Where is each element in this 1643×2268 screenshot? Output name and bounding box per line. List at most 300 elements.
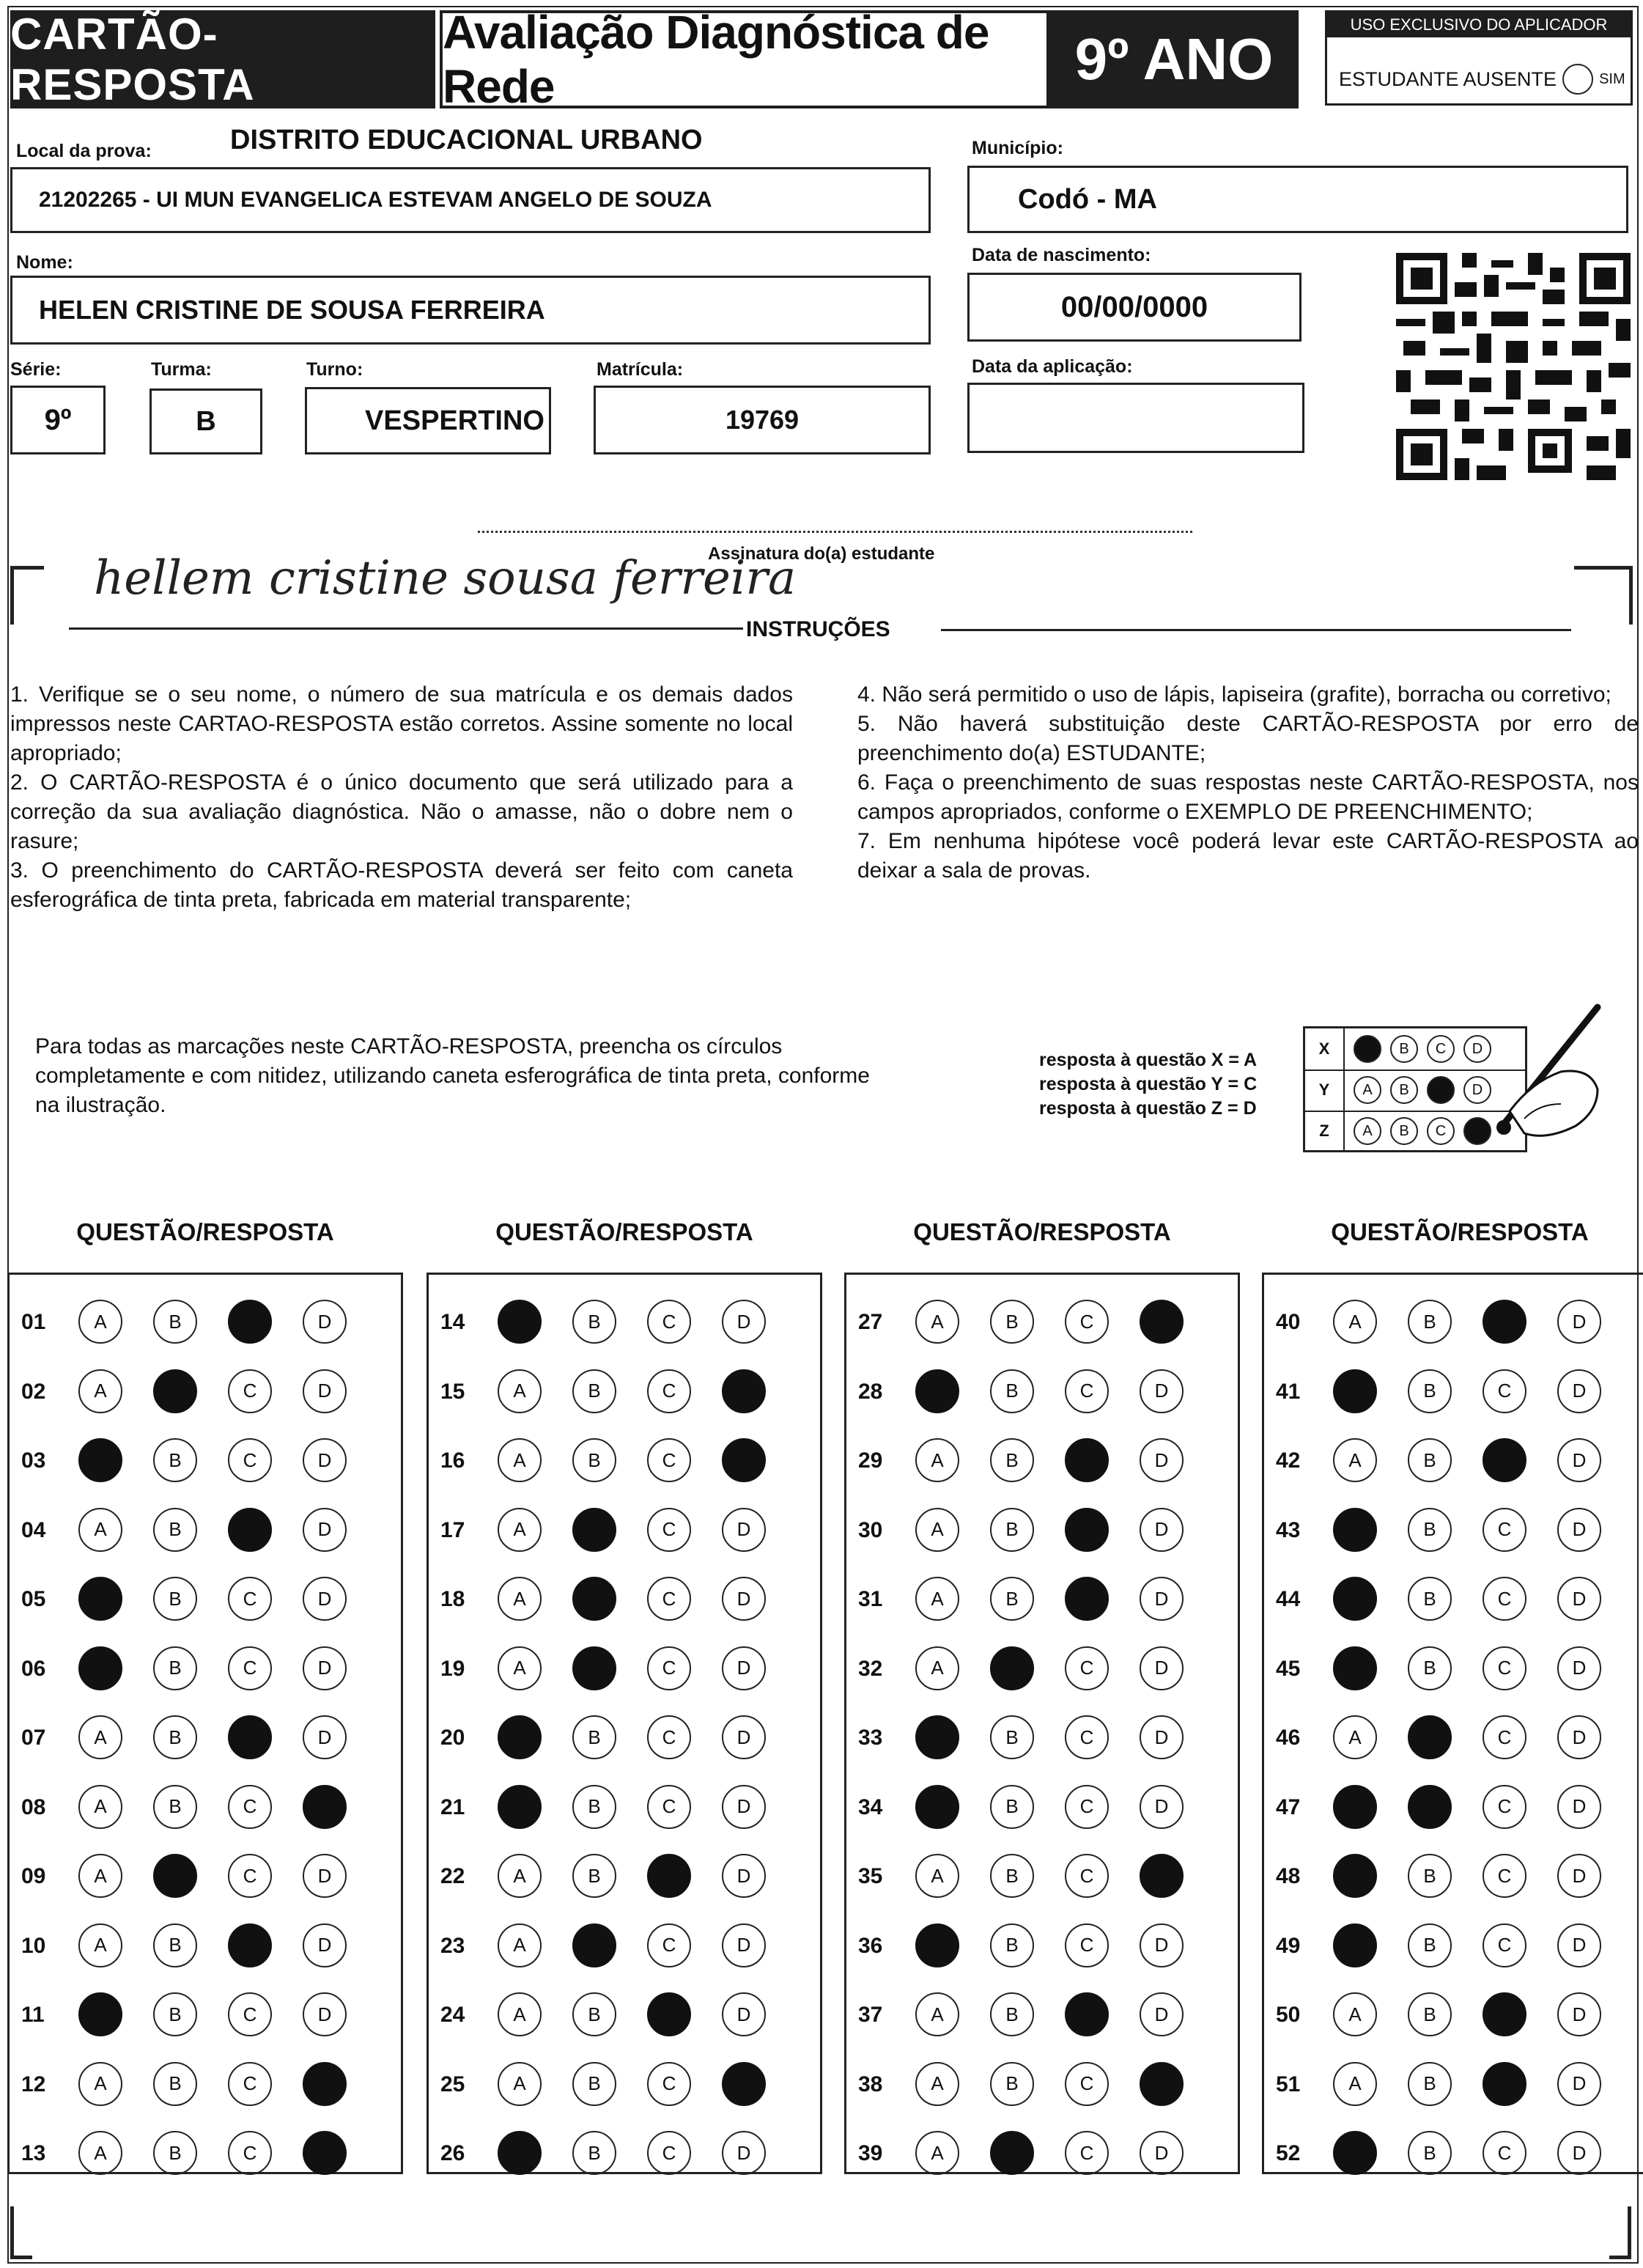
answer-bubble-b[interactable]: B: [990, 1992, 1034, 2036]
answer-bubble-b[interactable]: [572, 1577, 616, 1621]
answer-bubble-c[interactable]: C: [1483, 1854, 1526, 1898]
answer-bubble-b[interactable]: B: [990, 1369, 1034, 1413]
answer-bubble-c[interactable]: [1065, 1577, 1109, 1621]
question-row: [10, 1300, 401, 1344]
answer-bubble-c[interactable]: C: [1483, 1369, 1526, 1413]
answer-bubble-c[interactable]: [1065, 1508, 1109, 1552]
answer-bubble-c[interactable]: [228, 1508, 272, 1552]
question-row: [1264, 2131, 1643, 2175]
answer-bubble-d[interactable]: D: [1140, 1577, 1184, 1621]
answer-bubble-a[interactable]: A: [78, 1508, 122, 1552]
answer-bubble-b[interactable]: [1408, 1715, 1452, 1759]
question-number: 44: [1276, 1587, 1301, 1611]
question-number: 16: [440, 1448, 465, 1473]
answer-bubble-d[interactable]: D: [303, 1369, 347, 1413]
example-bubble-b: B: [1390, 1035, 1418, 1063]
absent-checkbox[interactable]: [1562, 64, 1593, 95]
answer-bubble-b[interactable]: B: [990, 1300, 1034, 1344]
question-row: [1264, 1854, 1643, 1898]
question-row: [846, 1369, 1238, 1413]
question-number: 02: [21, 1379, 46, 1404]
answer-bubble-d[interactable]: D: [303, 1300, 347, 1344]
answer-bubble-d[interactable]: D: [1140, 1646, 1184, 1690]
answer-bubble-c[interactable]: C: [1065, 1715, 1109, 1759]
question-number: 17: [440, 1517, 465, 1542]
answer-bubble-a[interactable]: A: [78, 1923, 122, 1967]
answer-bubble-d[interactable]: D: [303, 1923, 347, 1967]
answer-bubble-c[interactable]: C: [1483, 1785, 1526, 1829]
answer-bubble-d[interactable]: [1140, 1300, 1184, 1344]
answer-bubble-d[interactable]: D: [1140, 1923, 1184, 1967]
question-row: [846, 1438, 1238, 1482]
question-row: [1264, 1438, 1643, 1482]
answer-bubble-a[interactable]: [498, 2131, 542, 2175]
answer-bubble-c[interactable]: C: [228, 1785, 272, 1829]
answer-bubble-a[interactable]: A: [498, 1992, 542, 2036]
question-row: [846, 2131, 1238, 2175]
answer-bubble-d[interactable]: D: [1557, 1715, 1601, 1759]
answer-bubble-d[interactable]: [303, 2131, 347, 2175]
answer-bubble-c[interactable]: C: [228, 1992, 272, 2036]
answer-bubble-b[interactable]: B: [153, 2131, 197, 2175]
answer-bubble-a[interactable]: A: [915, 1300, 959, 1344]
answer-bubble-c[interactable]: C: [1065, 1785, 1109, 1829]
answer-bubble-d[interactable]: D: [722, 1785, 766, 1829]
answer-bubble-a[interactable]: A: [78, 2062, 122, 2106]
answer-bubble-c[interactable]: [1065, 1992, 1109, 2036]
answer-bubble-c[interactable]: C: [1065, 1300, 1109, 1344]
answer-bubble-b[interactable]: B: [153, 1992, 197, 2036]
answer-bubble-b[interactable]: [153, 1854, 197, 1898]
answer-bubble-c[interactable]: [1483, 1300, 1526, 1344]
answer-bubble-b[interactable]: [990, 2131, 1034, 2175]
example-bubble-c: [1427, 1076, 1455, 1104]
answer-bubble-c[interactable]: C: [1483, 1577, 1526, 1621]
answer-bubble-a[interactable]: A: [915, 2131, 959, 2175]
question-number: 24: [440, 2003, 465, 2027]
answer-bubble-d[interactable]: D: [722, 1992, 766, 2036]
answer-bubble-b[interactable]: B: [1408, 1854, 1452, 1898]
question-row: [10, 1785, 401, 1829]
answer-bubble-b[interactable]: B: [572, 2062, 616, 2106]
question-row: [10, 1992, 401, 2036]
answer-bubble-a[interactable]: [915, 1715, 959, 1759]
answer-bubble-d[interactable]: D: [722, 1923, 766, 1967]
answer-bubble-b[interactable]: B: [153, 1577, 197, 1621]
district-name: DISTRITO EDUCACIONAL URBANO: [230, 125, 703, 155]
answer-bubble-c[interactable]: C: [647, 1923, 691, 1967]
signature-underline: [69, 627, 743, 630]
answer-bubble-d[interactable]: D: [1557, 1369, 1601, 1413]
example-row-key: X: [1305, 1028, 1345, 1069]
answer-bubble-a[interactable]: A: [78, 1300, 122, 1344]
answer-bubble-d[interactable]: [722, 1369, 766, 1413]
answer-bubble-d[interactable]: [303, 1785, 347, 1829]
answer-bubble-a[interactable]: A: [1333, 1992, 1377, 2036]
answer-bubble-a[interactable]: A: [78, 1369, 122, 1413]
question-row: [429, 1715, 820, 1759]
answer-bubble-c[interactable]: [647, 1992, 691, 2036]
answer-bubble-d[interactable]: D: [1140, 2131, 1184, 2175]
question-number: 28: [858, 1379, 883, 1404]
answer-bubble-c[interactable]: C: [647, 1715, 691, 1759]
answer-bubble-a[interactable]: [1333, 1854, 1377, 1898]
answer-bubble-a[interactable]: A: [498, 1577, 542, 1621]
answer-bubble-a[interactable]: [915, 1785, 959, 1829]
answer-bubble-a[interactable]: [498, 1715, 542, 1759]
answer-bubble-b[interactable]: B: [1408, 1438, 1452, 1482]
answer-bubble-b[interactable]: B: [990, 1508, 1034, 1552]
question-number: 20: [440, 1726, 465, 1750]
answer-bubble-a[interactable]: [1333, 1646, 1377, 1690]
answer-bubble-d[interactable]: D: [1557, 2062, 1601, 2106]
matricula-value: 19769: [725, 405, 800, 435]
absent-row: [1339, 64, 1625, 95]
answer-bubble-a[interactable]: [915, 1369, 959, 1413]
question-number: 51: [1276, 2072, 1301, 2096]
answer-bubble-c[interactable]: C: [647, 1438, 691, 1482]
answer-bubble-d[interactable]: D: [1140, 1508, 1184, 1552]
answer-bubble-a[interactable]: A: [498, 2062, 542, 2106]
answer-bubble-a[interactable]: A: [915, 1577, 959, 1621]
answer-bubble-d[interactable]: D: [1557, 1508, 1601, 1552]
question-number: 37: [858, 2003, 883, 2027]
answer-bubble-c[interactable]: C: [1483, 1715, 1526, 1759]
question-number: 05: [21, 1587, 46, 1611]
answer-bubble-d[interactable]: D: [1557, 1577, 1601, 1621]
answer-bubble-b[interactable]: B: [1408, 1577, 1452, 1621]
answer-bubble-d[interactable]: D: [1140, 1438, 1184, 1482]
answer-bubble-d[interactable]: D: [303, 1577, 347, 1621]
answer-bubble-c[interactable]: C: [1483, 1923, 1526, 1967]
example-row-key: Y: [1305, 1069, 1345, 1111]
answer-bubble-b[interactable]: [572, 1646, 616, 1690]
question-row: [1264, 2062, 1643, 2106]
question-row: [1264, 1992, 1643, 2036]
answer-bubble-b[interactable]: B: [990, 1785, 1034, 1829]
answer-bubble-d[interactable]: [303, 2062, 347, 2106]
question-number: 27: [858, 1310, 883, 1334]
answer-bubble-c[interactable]: [1483, 1438, 1526, 1482]
answer-bubble-b[interactable]: [572, 1923, 616, 1967]
answer-bubble-a[interactable]: A: [498, 1854, 542, 1898]
answer-bubble-d[interactable]: [1140, 1854, 1184, 1898]
answer-bubble-d[interactable]: D: [303, 1992, 347, 2036]
answer-bubble-c[interactable]: C: [1065, 1854, 1109, 1898]
answer-bubble-a[interactable]: A: [1333, 1715, 1377, 1759]
matricula-label: Matrícula:: [597, 359, 684, 380]
answer-bubble-c[interactable]: C: [647, 1577, 691, 1621]
answer-bubble-b[interactable]: B: [572, 2131, 616, 2175]
instruction-item: 2. O CARTÃO-RESPOSTA é o único documento que será utilizado para a correção da sua avaliação diagnóstica. Não o amasse, não o dobre nem o rasure;: [10, 770, 793, 853]
answer-bubble-b[interactable]: [1408, 1785, 1452, 1829]
answer-bubble-c[interactable]: [1483, 1992, 1526, 2036]
answer-bubble-b[interactable]: [990, 1646, 1034, 1690]
answer-bubble-b[interactable]: [153, 1369, 197, 1413]
answer-bubble-d[interactable]: D: [722, 1577, 766, 1621]
answer-bubble-d[interactable]: D: [722, 1646, 766, 1690]
answer-bubble-c[interactable]: C: [1483, 1508, 1526, 1552]
question-number: 11: [21, 2003, 45, 2027]
instruction-item: 7. Em nenhuma hipótese você poderá levar este CARTÃO-RESPOSTA ao deixar a sala de provas.: [857, 829, 1639, 883]
answer-bubble-d[interactable]: D: [1557, 1646, 1601, 1690]
answer-bubble-a[interactable]: [1333, 1785, 1377, 1829]
answer-bubble-a[interactable]: A: [498, 1369, 542, 1413]
question-number: 48: [1276, 1864, 1301, 1888]
applicator-title: USO EXCLUSIVO DO APLICADOR: [1327, 12, 1631, 37]
answer-bubble-d[interactable]: D: [722, 2131, 766, 2175]
answer-bubble-b[interactable]: B: [1408, 1300, 1452, 1344]
question-number: 14: [440, 1310, 465, 1334]
question-row: [10, 1923, 401, 1967]
fill-instructions: Para todas as marcações neste CARTÃO-RESPOSTA, preencha os círculos completamente e com nitidez, utilizando caneta esferográfica de tinta preta, conforme na ilustração.: [35, 1034, 870, 1117]
answer-bubble-d[interactable]: D: [1140, 1715, 1184, 1759]
answer-bubble-b[interactable]: B: [153, 1923, 197, 1967]
answer-bubble-a[interactable]: A: [1333, 1438, 1377, 1482]
answer-bubble-d[interactable]: D: [1140, 1785, 1184, 1829]
question-number: 25: [440, 2072, 465, 2096]
answer-bubble-b[interactable]: B: [572, 1785, 616, 1829]
answer-bubble-d[interactable]: D: [722, 1300, 766, 1344]
question-row: [429, 1369, 820, 1413]
example-bubble-d: D: [1463, 1076, 1491, 1104]
answer-bubble-b[interactable]: B: [153, 1508, 197, 1552]
answer-bubble-d[interactable]: D: [303, 1646, 347, 1690]
answer-bubble-a[interactable]: A: [78, 2131, 122, 2175]
answer-bubble-d[interactable]: D: [1557, 2131, 1601, 2175]
serie-value: 9º: [44, 403, 72, 436]
answer-bubble-c[interactable]: C: [647, 1785, 691, 1829]
municipio-label: Município:: [972, 138, 1063, 158]
answer-bubble-b[interactable]: B: [1408, 2062, 1452, 2106]
matricula-field: [594, 386, 931, 454]
answer-bubble-b[interactable]: B: [990, 1577, 1034, 1621]
answer-bubble-a[interactable]: [78, 1646, 122, 1690]
question-row: [10, 1715, 401, 1759]
answer-bubble-c[interactable]: C: [647, 1646, 691, 1690]
instruction-item: 1. Verifique se o seu nome, o número de sua matrícula e os demais dados impressos neste CARTAO-RESPOSTA estão corretos. Assine somente no local apropriado;: [10, 682, 793, 765]
answer-bubble-c[interactable]: [1065, 1438, 1109, 1482]
question-row: [429, 1300, 820, 1344]
answer-bubble-a[interactable]: [1333, 1508, 1377, 1552]
answer-bubble-d[interactable]: D: [303, 1438, 347, 1482]
question-number: 41: [1276, 1379, 1301, 1404]
answer-bubble-b[interactable]: B: [572, 1438, 616, 1482]
answer-bubble-b[interactable]: B: [572, 1369, 616, 1413]
answer-bubble-a[interactable]: [498, 1300, 542, 1344]
answer-bubble-c[interactable]: C: [1065, 1923, 1109, 1967]
answer-bubble-b[interactable]: B: [1408, 1923, 1452, 1967]
answer-bubble-c[interactable]: C: [647, 1300, 691, 1344]
answer-bubble-b[interactable]: B: [153, 1715, 197, 1759]
question-row: [1264, 1300, 1643, 1344]
answer-bubble-c[interactable]: C: [228, 2131, 272, 2175]
question-number: 52: [1276, 2141, 1301, 2165]
answer-bubble-b[interactable]: B: [990, 1438, 1034, 1482]
answer-bubble-c[interactable]: [228, 1923, 272, 1967]
answer-bubble-a[interactable]: A: [915, 1508, 959, 1552]
answer-bubble-b[interactable]: B: [990, 1715, 1034, 1759]
turno-label: Turno:: [306, 359, 363, 380]
example-bubble-b: B: [1390, 1076, 1418, 1104]
answer-bubble-b[interactable]: B: [153, 1300, 197, 1344]
answer-bubble-b[interactable]: B: [1408, 1646, 1452, 1690]
instruction-item: 3. O preenchimento do CARTÃO-RESPOSTA deverá ser feito com caneta esferográfica de tinta preta, fabricada em material transparente;: [10, 858, 793, 912]
answer-bubble-a[interactable]: A: [78, 1785, 122, 1829]
question-number: 10: [21, 1933, 46, 1958]
question-number: 12: [21, 2072, 46, 2096]
answer-bubble-b[interactable]: B: [1408, 1369, 1452, 1413]
answer-bubble-c[interactable]: C: [228, 1646, 272, 1690]
answer-bubble-c[interactable]: C: [647, 1508, 691, 1552]
answer-bubble-c[interactable]: C: [647, 2131, 691, 2175]
example-bubble-c: C: [1427, 1035, 1455, 1063]
answer-bubble-b[interactable]: B: [153, 1646, 197, 1690]
answer-bubble-c[interactable]: C: [228, 1438, 272, 1482]
answer-bubble-a[interactable]: [78, 1992, 122, 2036]
answer-bubble-a[interactable]: [78, 1438, 122, 1482]
answer-bubble-d[interactable]: D: [1557, 1438, 1601, 1482]
answer-bubble-c[interactable]: [228, 1715, 272, 1759]
answer-bubble-c[interactable]: C: [647, 2062, 691, 2106]
question-number: 39: [858, 2141, 883, 2165]
answer-bubble-d[interactable]: [1140, 2062, 1184, 2106]
question-number: 34: [858, 1794, 883, 1819]
answer-bubble-a[interactable]: [1333, 1577, 1377, 1621]
answer-bubble-a[interactable]: [1333, 2131, 1377, 2175]
answer-bubble-c[interactable]: C: [228, 2062, 272, 2106]
question-number: 13: [21, 2141, 46, 2165]
answer-bubble-d[interactable]: D: [303, 1715, 347, 1759]
answer-bubble-a[interactable]: A: [1333, 1300, 1377, 1344]
answer-bubble-b[interactable]: B: [990, 1923, 1034, 1967]
answer-bubble-c[interactable]: C: [647, 1369, 691, 1413]
answer-bubble-b[interactable]: B: [572, 1715, 616, 1759]
answer-bubble-d[interactable]: D: [1557, 1992, 1601, 2036]
answer-bubble-a[interactable]: [915, 1923, 959, 1967]
answer-bubble-b[interactable]: [572, 1508, 616, 1552]
question-row: [846, 1854, 1238, 1898]
column-header: QUESTÃO/RESPOSTA: [495, 1218, 753, 1245]
question-number: 36: [858, 1933, 883, 1958]
card-title: CARTÃO-RESPOSTA: [10, 10, 435, 108]
answer-bubble-d[interactable]: [722, 1438, 766, 1482]
serie-label: Série:: [10, 359, 62, 380]
question-row: [429, 1438, 820, 1482]
answer-bubble-d[interactable]: D: [1557, 1923, 1601, 1967]
answer-bubble-d[interactable]: D: [722, 1715, 766, 1759]
corner-mark-bottom-left: [10, 2206, 32, 2259]
answer-bubble-a[interactable]: A: [78, 1715, 122, 1759]
question-row: [1264, 1646, 1643, 1690]
answer-bubble-d[interactable]: D: [303, 1508, 347, 1552]
answer-bubble-b[interactable]: B: [572, 1300, 616, 1344]
answer-bubble-c[interactable]: C: [228, 1854, 272, 1898]
answer-bubble-d[interactable]: D: [1557, 1300, 1601, 1344]
answer-bubble-d[interactable]: D: [1140, 1992, 1184, 2036]
answer-bubble-d[interactable]: D: [722, 1508, 766, 1552]
answer-bubble-d[interactable]: D: [1557, 1854, 1601, 1898]
answer-bubble-a[interactable]: A: [498, 1438, 542, 1482]
answer-bubble-a[interactable]: [1333, 1923, 1377, 1967]
turma-value: B: [196, 405, 216, 437]
answer-bubble-a[interactable]: A: [915, 1992, 959, 2036]
answer-bubble-b[interactable]: B: [990, 1854, 1034, 1898]
answer-bubble-d[interactable]: D: [722, 1854, 766, 1898]
answer-bubble-b[interactable]: B: [572, 1854, 616, 1898]
turma-label: Turma:: [151, 359, 212, 380]
answer-bubble-b[interactable]: B: [153, 1785, 197, 1829]
answer-bubble-a[interactable]: A: [915, 2062, 959, 2106]
answer-bubble-c[interactable]: C: [1483, 2131, 1526, 2175]
answer-bubble-a[interactable]: A: [498, 1923, 542, 1967]
question-row: [1264, 1923, 1643, 1967]
local-label: Local da prova:: [16, 141, 152, 161]
answer-bubble-b[interactable]: B: [153, 2062, 197, 2106]
answer-bubble-b[interactable]: B: [153, 1438, 197, 1482]
question-row: [10, 1577, 401, 1621]
answer-bubble-a[interactable]: A: [1333, 2062, 1377, 2106]
answer-bubble-a[interactable]: [1333, 1369, 1377, 1413]
nome-label: Nome:: [16, 252, 73, 273]
answer-bubble-c[interactable]: C: [228, 1577, 272, 1621]
question-number: 31: [858, 1587, 883, 1611]
example-bubble-a: [1354, 1035, 1381, 1063]
answer-bubble-d[interactable]: [722, 2062, 766, 2106]
answer-bubble-c[interactable]: C: [1065, 2062, 1109, 2106]
municipio-value: Codó - MA: [1018, 183, 1157, 215]
question-number: 03: [21, 1448, 46, 1473]
answer-bubble-c[interactable]: C: [1065, 2131, 1109, 2175]
answer-bubble-a[interactable]: A: [78, 1854, 122, 1898]
example-legend-line: resposta à questão Z = D: [1039, 1098, 1257, 1119]
answer-bubble-b[interactable]: B: [1408, 2131, 1452, 2175]
answer-bubble-a[interactable]: A: [498, 1646, 542, 1690]
answer-bubble-a[interactable]: A: [915, 1854, 959, 1898]
answer-bubble-b[interactable]: B: [1408, 1508, 1452, 1552]
question-row: [1264, 1715, 1643, 1759]
answer-bubble-a[interactable]: [78, 1577, 122, 1621]
answer-bubble-d[interactable]: D: [1557, 1785, 1601, 1829]
question-row: [846, 1992, 1238, 2036]
answer-bubble-c[interactable]: C: [228, 1369, 272, 1413]
answer-bubble-c[interactable]: [228, 1300, 272, 1344]
absent-label: ESTUDANTE AUSENTE: [1339, 67, 1557, 90]
answer-bubble-c[interactable]: C: [1483, 1646, 1526, 1690]
answer-bubble-d[interactable]: D: [303, 1854, 347, 1898]
answer-bubble-b[interactable]: B: [572, 1992, 616, 2036]
question-row: [429, 1785, 820, 1829]
question-number: 22: [440, 1864, 465, 1888]
answer-bubble-c[interactable]: [1483, 2062, 1526, 2106]
answer-bubble-b[interactable]: B: [990, 2062, 1034, 2106]
answer-bubble-b[interactable]: B: [1408, 1992, 1452, 2036]
answer-bubble-a[interactable]: A: [915, 1438, 959, 1482]
answer-bubble-a[interactable]: [498, 1785, 542, 1829]
question-number: 32: [858, 1656, 883, 1681]
answer-bubble-c[interactable]: C: [1065, 1646, 1109, 1690]
answer-bubble-a[interactable]: A: [915, 1646, 959, 1690]
exam-title: Avaliação Diagnóstica de Rede: [440, 10, 1049, 108]
answer-bubble-c[interactable]: [647, 1854, 691, 1898]
answer-bubble-a[interactable]: A: [498, 1508, 542, 1552]
question-row: [846, 1508, 1238, 1552]
question-row: [10, 1369, 401, 1413]
answer-bubble-c[interactable]: C: [1065, 1369, 1109, 1413]
answer-bubble-d[interactable]: D: [1140, 1369, 1184, 1413]
question-number: 49: [1276, 1933, 1301, 1958]
question-row: [10, 1854, 401, 1898]
